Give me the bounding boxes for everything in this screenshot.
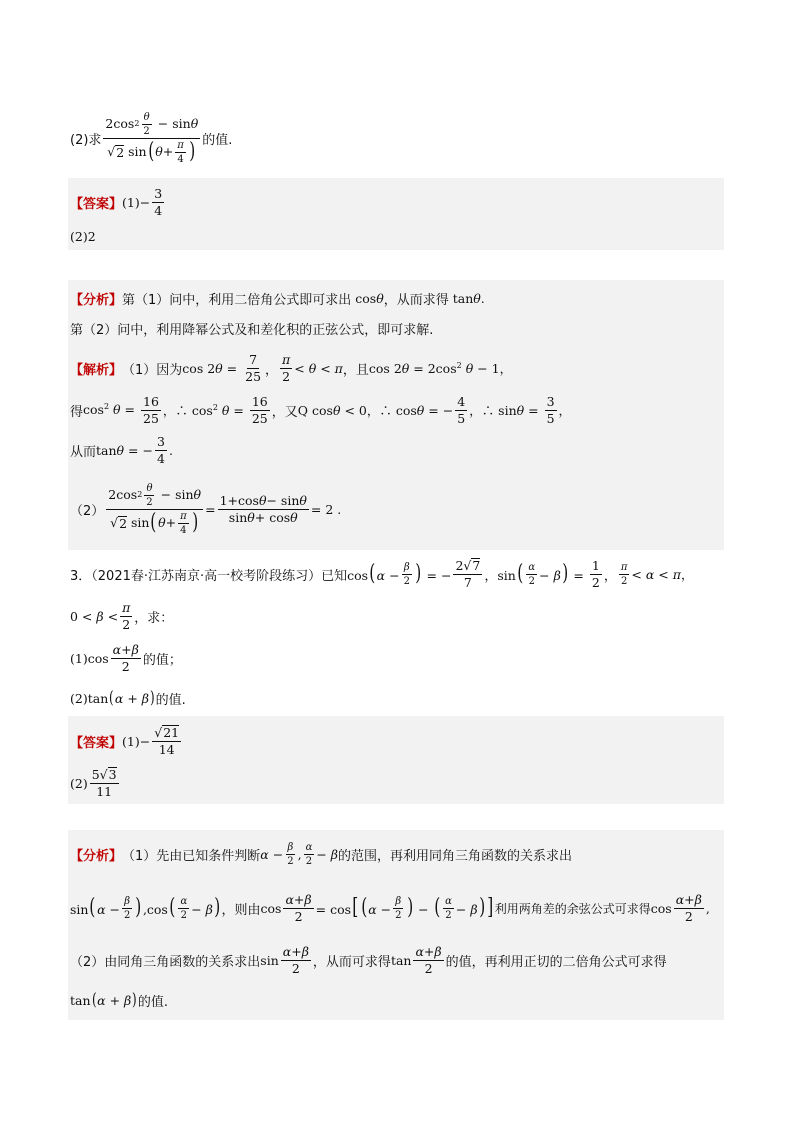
q3-part-1: (1) cos α + β 2 的值； — [70, 641, 182, 674]
q3-line-2: 0 < β < π 2 ，求： — [70, 599, 174, 632]
q3-line-1: 3．（2021春·江苏南京·高一校考阶段练习）已知 cos(α − $\frac{\beta}{2}$ ) = − 2√ 7 7 ， sin( α 2 − β) = $\frac{1}{2}$ ， π 2 < α < π， — [70, 557, 694, 590]
analysis-line-2: 第（2）问中，利用降幂公式及和差化积的正弦公式，即可求解. — [70, 322, 434, 338]
answer-1: 【答案】 (1) − $\frac{3}{4}$ — [70, 185, 163, 218]
q3-part-2: (2) tan(α + β) 的值. — [70, 687, 186, 708]
solution-line-2: 得 $\cos^2 \theta$ = $\frac{16}{25}$ ，∴ $\cos^2 \theta$ = $\frac{16}{25}$ ， 又 Q cosθ < 0，∴ cosθ = − $\frac{4}{5}$ ，∴ sinθ = $\frac{3}{5}$ ， — [70, 393, 572, 426]
question-fraction: 2cos 2 θ 2 − sin θ √ 2 sin ( θ + π 4 ) — [105, 111, 199, 165]
answer-2: (2)2 — [70, 228, 96, 244]
question-part-2: (2)求 2cos 2 θ 2 − sin θ √ 2 sin ( θ + π 4 ) 的值. — [70, 111, 233, 165]
q3-analysis-line-1: 【分析】 （1）先由已知条件判断 α − $\frac{\beta}{2}$ , α 2 − β 的范围，再利用同角三角函数的关系求出 — [70, 841, 573, 867]
answer-box-2 — [68, 178, 724, 250]
q3-analysis-line-4: tan(α + β) 的值. — [70, 989, 169, 1010]
q3-answer-1: 【答案】 (1) − √ 21 14 — [70, 724, 180, 757]
q3-analysis-line-2: sin(α − $\frac{\beta}{2}$ ),cos( α 2 − β) ，则由 cos α + β 2 = cos[ (α − $\frac{\beta}{2}$ ) − ( α 2 − β) ] 利用两角差的余弦公式可求得 cos α + β 2 , — [70, 891, 710, 924]
solution-line-3: 从而 tanθ = − $\frac{3}{4}$ . — [70, 433, 173, 466]
q3-answer-2: (2) 5√ 3 11 — [70, 766, 117, 799]
analysis-line-1: 【分析】 第（1）问中，利用二倍角公式即可求出 cosθ ，从而求得 tanθ. — [70, 290, 485, 308]
solution-line-1: 【解析】 （1）因为 cos 2θ = $\frac{7}{25}$ ， π 2 < θ < π ，且 $\cos 2\theta = 2\cos^2$ θ − 1， — [70, 351, 513, 384]
q3-analysis-line-3: （2）由同角三角函数的关系求出 sin α + β 2 ，从而可求得 tan α + β 2 的值，再利用正切的二倍角公式可求得 — [70, 943, 667, 976]
solution-line-4: （2） 2cos 2 θ 2 − sin θ √ 2 sin ( θ + π 4 ) = 1+cos θ − sin θ sin θ + cos θ = 2 . — [70, 482, 342, 536]
